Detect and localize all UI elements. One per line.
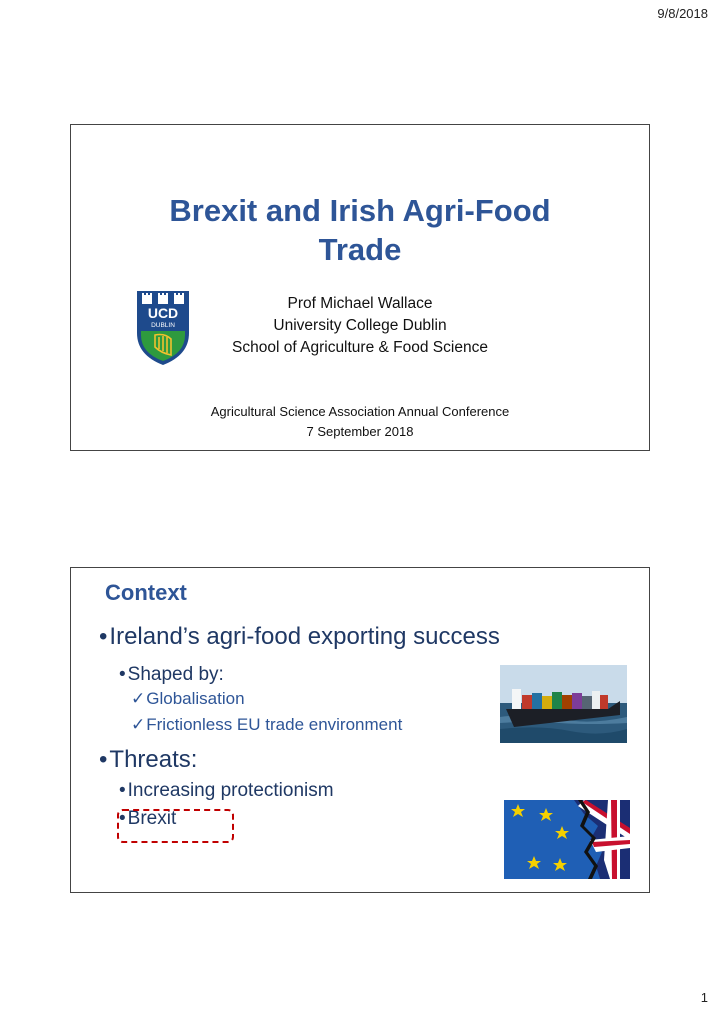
slide-heading: Context	[105, 580, 187, 605]
container-ship-image	[500, 665, 627, 743]
bullet-text: Globalisation	[146, 689, 245, 708]
bullet-text: Threats:	[109, 746, 198, 773]
title-line-2: Trade	[318, 232, 402, 267]
bullet-text: Frictionless EU trade environment	[146, 715, 403, 734]
bullet-level3	[131, 715, 402, 735]
bullet-level2: • Increasing protectionism	[119, 780, 334, 801]
brexit-highlight-box	[117, 809, 234, 843]
conference-name: Agricultural Science Association Annual Conference	[210, 404, 510, 419]
bullet-level1: •Ireland’s agri-food exporting success	[99, 623, 500, 650]
slide-title	[71, 191, 649, 269]
bullet-level3	[131, 689, 245, 709]
conference-date: 7 September 2018	[306, 424, 414, 439]
checkmark-icon: ✓	[131, 689, 146, 708]
bullet-text: Ireland’s agri-food exporting success	[109, 623, 500, 650]
institution: University College Dublin	[273, 317, 447, 334]
bullet-text: Brexit	[127, 808, 177, 829]
title-line-1: Brexit and Irish Agri-Food	[169, 193, 551, 228]
school: School of Agriculture & Food Science	[232, 339, 488, 356]
bullet-level2: • Shaped by:	[119, 664, 224, 685]
logo-text-ucd: UCD	[147, 305, 179, 321]
bullet-level1: •Threats:	[99, 746, 198, 773]
eu-uk-flag-image	[504, 800, 630, 879]
page-date: 9/8/2018	[657, 6, 708, 21]
presenter-block	[71, 293, 649, 359]
page-number: 1	[700, 990, 708, 1005]
logo-text-dublin: DUBLIN	[151, 322, 175, 329]
title-slide	[70, 124, 650, 451]
bullet-level2: • Brexit	[119, 808, 177, 829]
context-slide	[70, 567, 650, 893]
bullet-text: Shaped by:	[127, 664, 224, 685]
bullet-text: Increasing protectionism	[127, 780, 334, 801]
checkmark-icon: ✓	[131, 715, 146, 734]
conference-block	[71, 402, 649, 442]
presenter-name: Prof Michael Wallace	[287, 295, 433, 312]
